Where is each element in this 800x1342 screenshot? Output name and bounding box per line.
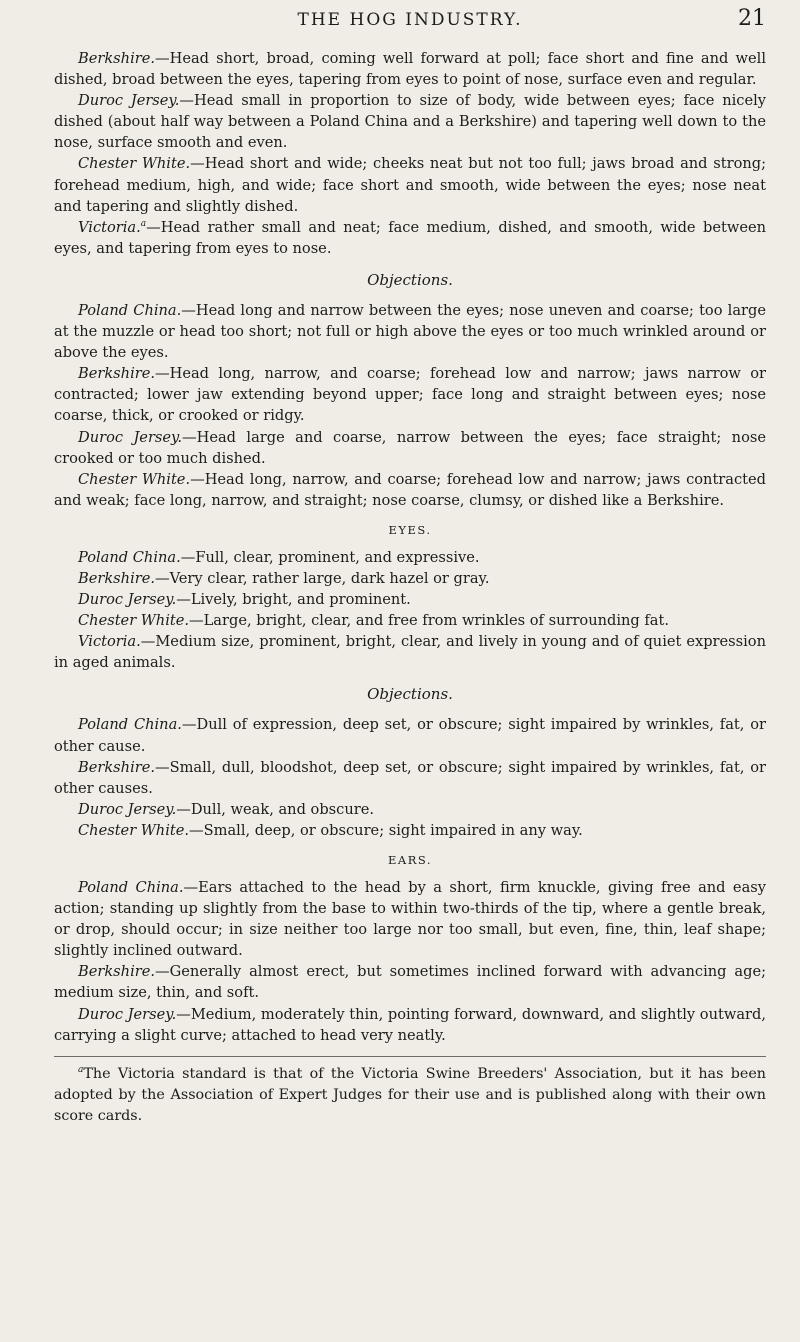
entry-text: —Head long, narrow, and coarse; forehead low and narrow; jaws narrow or contracted; lower jaw extending beyond upper; face long and straight between eyes; nose coarse, thick, or crooked or ridgy. xyxy=(54,365,766,425)
entry-text: —Head short, broad, coming well forward at poll; face short and fine and well dished, broad between the eyes, tapering from eyes to point of nose, surface even and regular. xyxy=(54,50,766,89)
book-page xyxy=(54,0,766,1127)
ears-entry-duroc-jersey xyxy=(54,1004,766,1046)
breed-name: Victoria. xyxy=(78,218,141,236)
footnote-marker: a xyxy=(140,218,147,229)
entry-text: —Very clear, rather large, dark hazel or gray. xyxy=(155,569,490,587)
breed-name: Chester White. xyxy=(78,821,190,839)
eyes-entry-victoria xyxy=(54,631,766,673)
eyes-objection-chester-white xyxy=(54,820,766,841)
entry-text: —Full, clear, prominent, and expressive. xyxy=(180,548,480,566)
breed-name: Poland China. xyxy=(78,716,182,734)
ears-entry-berkshire xyxy=(54,961,766,1003)
entry-text: —Head short and wide; cheeks neat but not too full; jaws broad and strong; forehead medium, high, and wide; face short and smooth, wide between the eyes; nose neat and tapering and slightly dished. xyxy=(54,155,767,215)
entry-text: —Dull, weak, and obscure. xyxy=(176,800,374,818)
entry-text: —Head long, narrow, and coarse; forehead low and narrow; jaws contracted and weak; face long, narrow, and straight; nose coarse, clumsy, or dished like a Berkshire. xyxy=(54,470,767,509)
eyes-entry-berkshire xyxy=(54,568,766,589)
entry-text: —Small, deep, or obscure; sight impaired in any way. xyxy=(189,821,583,839)
breed-name: Berkshire. xyxy=(78,50,155,67)
breed-name: Poland China. xyxy=(78,879,184,896)
breed-name: Duroc Jersey. xyxy=(78,428,182,446)
entry-text: —Ears attached to the head by a short, firm knuckle, giving free and easy action; standing up slightly from the base to within two-thirds of the tip, where a gentle break, or drop, should occur; in size neither too large nor too small, but even, fine, thin, leaf shape; slightly inclined outward. xyxy=(54,879,767,960)
eyes-objections-title: Objections. xyxy=(367,685,453,704)
entry-text: —Dull of expression, deep set, or obscure; sight impaired by wrinkles, fat, or other cause. xyxy=(54,716,766,755)
ears-section xyxy=(54,877,766,1046)
entry-text: —Lively, bright, and prominent. xyxy=(176,591,411,609)
entry-text: —Head long and narrow between the eyes; nose uneven and coarse; too large at the muzzle or head too short; not full or high above the eyes or too much wrinkled around or above the eyes. xyxy=(54,301,766,362)
ears-entry-poland-china xyxy=(54,877,766,961)
footnote-marker: a xyxy=(78,1064,84,1075)
entry-text: —Head small in proportion to size of body, wide between eyes; face nicely dished (about half way between a Poland China and a Berkshire) and tapering well down to the nose, surface smooth and even. xyxy=(54,92,766,152)
breed-name: Poland China. xyxy=(78,548,181,566)
breed-name: Poland China. xyxy=(78,301,182,319)
breed-name: Berkshire. xyxy=(78,365,155,383)
entry-text: —Head rather small and neat; face medium, dished, and smooth, wide between eyes, and tapering from eyes to nose. xyxy=(54,218,766,257)
page-number: 21 xyxy=(738,6,766,31)
running-head xyxy=(54,0,766,48)
entry-text: —Generally almost erect, but sometimes inclined forward with advancing age; medium size, thin, and soft. xyxy=(54,963,766,1002)
head-objection-poland-china xyxy=(54,300,766,363)
footnote-divider xyxy=(54,1056,766,1057)
head-section xyxy=(54,48,766,259)
head-entry-duroc-jersey xyxy=(54,90,766,153)
entry-text: —Medium size, prominent, bright, clear, and lively in young and of quiet expression in aged animals. xyxy=(54,633,766,672)
eyes-objection-berkshire xyxy=(54,757,766,799)
footnote-text: The Victoria standard is that of the Victoria Swine Breeders' Association, but it has been adopted by the Association of Expert Judges for their use and is published along with their own score cards. xyxy=(54,1065,766,1124)
entry-text: —Large, bright, clear, and free from wrinkles of surrounding fat. xyxy=(189,612,669,630)
head-objection-chester-white xyxy=(54,469,766,511)
head-entry-berkshire xyxy=(54,48,766,90)
breed-name: Chester White. xyxy=(78,155,191,173)
eyes-entry-poland-china xyxy=(54,547,766,568)
breed-name: Chester White. xyxy=(78,612,190,630)
head-objections-title: Objections. xyxy=(367,270,453,289)
head-entry-chester-white xyxy=(54,153,766,216)
breed-name: Berkshire. xyxy=(78,569,155,587)
eyes-section xyxy=(54,547,766,674)
breed-name: Berkshire. xyxy=(78,963,155,981)
breed-name: Duroc Jersey. xyxy=(78,1005,177,1023)
breed-name: Duroc Jersey. xyxy=(78,800,177,818)
ears-heading: EARS. xyxy=(388,853,432,867)
breed-name: Berkshire. xyxy=(78,758,155,776)
eyes-heading: EYES. xyxy=(388,522,432,537)
eyes-entry-duroc-jersey xyxy=(54,589,766,610)
breed-name: Chester White. xyxy=(78,470,191,488)
head-objections-section xyxy=(54,300,766,511)
breed-name: Victoria. xyxy=(78,633,141,651)
running-title: THE HOG INDUSTRY. xyxy=(297,10,523,30)
entry-text: —Small, dull, bloodshot, deep set, or obscure; sight impaired by wrinkles, fat, or other causes. xyxy=(54,758,766,797)
footnote xyxy=(54,1064,766,1127)
head-objection-duroc-jersey xyxy=(54,427,766,469)
breed-name: Duroc Jersey. xyxy=(78,591,177,609)
eyes-objection-duroc-jersey xyxy=(54,799,766,820)
eyes-objections-section xyxy=(54,714,766,841)
head-objection-berkshire xyxy=(54,363,766,426)
entry-text: —Head large and coarse, narrow between the eyes; face straight; nose crooked or too much dished. xyxy=(54,428,766,467)
breed-name: Duroc Jersey. xyxy=(78,92,180,110)
eyes-entry-chester-white xyxy=(54,610,766,631)
head-entry-victoria xyxy=(54,217,766,259)
entry-text: —Medium, moderately thin, pointing forward, downward, and slightly outward, carrying a slight curve; attached to head very neatly. xyxy=(54,1005,766,1044)
eyes-objection-poland-china xyxy=(54,714,766,756)
